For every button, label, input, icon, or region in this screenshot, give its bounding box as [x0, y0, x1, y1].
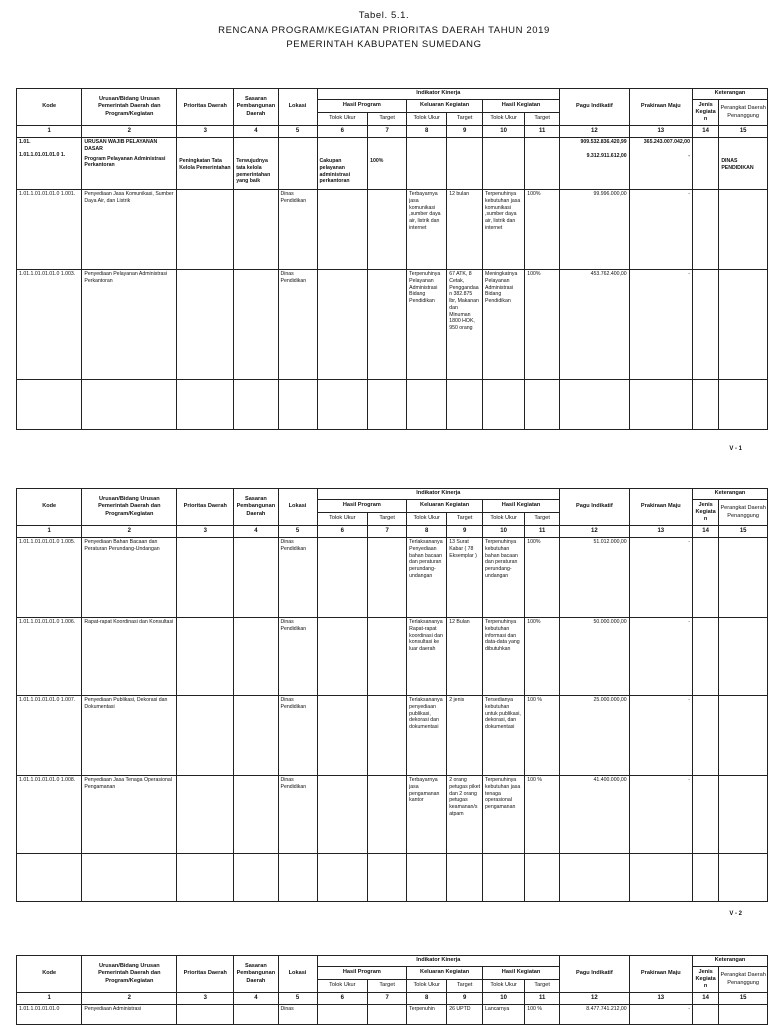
keluaran-target-cell: 26 UPTD — [447, 1005, 483, 1025]
lokasi-cell: Dinas Pendidikan — [278, 538, 317, 618]
lokasi-cell: Dinas Pendidikan — [278, 190, 317, 270]
keluaran-target-cell: 12 Bulan — [447, 618, 483, 696]
header-pagu: Pagu Indikatif — [560, 956, 630, 993]
header-target-program: Target — [368, 513, 407, 526]
pagu-cell: 50.000.000,00 — [560, 618, 630, 696]
hasil-target-cell: 100% — [525, 190, 560, 270]
col-number: 5 — [278, 993, 317, 1005]
col-number: 14 — [692, 526, 718, 538]
keluaran-target-cell: 13 Surat Kabar ( 78 Eksemplar ) — [447, 538, 483, 618]
hasil-target-cell: 100 % — [525, 1005, 560, 1025]
kegiatan-cell: Rapat-rapat Koordinasi dan Konsultasi — [82, 618, 177, 696]
keluaran-target-cell: 2 orang petugas piket dan 2 orang petugas keamanan/satpam — [447, 776, 483, 854]
header-perangkat: Perangkat Daerah Penanggung — [719, 500, 768, 526]
hasil-tolok-cell: Terpenuhinya kebutuhan bahan bacaan dan peraturan perundang-undangan — [483, 538, 525, 618]
prakiraan-cell: - — [629, 538, 692, 618]
program-table-page-3 — [16, 955, 768, 1025]
header-hasil-kegiatan: Hasil Kegiatan — [483, 967, 560, 980]
table-row — [17, 618, 768, 696]
document-title: RENCANA PROGRAM/KEGIATAN PRIORITAS DAERAH TAHUN 2019 — [218, 25, 550, 36]
header-keterangan: Keterangan — [692, 956, 767, 967]
kode-program: 1.01.1.01.01.01.0 1. — [19, 151, 66, 158]
col-number: 13 — [629, 126, 692, 138]
col-number: 13 — [629, 993, 692, 1005]
lokasi-cell: Dinas Pendidikan — [278, 270, 317, 380]
kode-cell: 1.01.1.01.01.01.0 1.006. — [17, 618, 82, 696]
header-prakiraan: Prakiraan Maju — [629, 956, 692, 993]
document-subtitle: PEMERINTAH KABUPATEN SUMEDANG — [286, 39, 482, 50]
empty-row — [17, 854, 768, 902]
col-number: 9 — [447, 526, 483, 538]
header-pagu: Pagu Indikatif — [560, 89, 630, 126]
col-number: 4 — [234, 993, 278, 1005]
header-jenis: Jenis Kegiatan — [692, 967, 718, 993]
col-number: 4 — [234, 126, 278, 138]
header-prioritas: Prioritas Daerah — [177, 489, 234, 526]
header-target-keluaran: Target — [447, 980, 483, 993]
pagu-urusan: 909.532.836.420,99 — [580, 139, 627, 145]
header-keterangan: Keterangan — [692, 489, 767, 500]
col-number: 5 — [278, 126, 317, 138]
kode-cell: 1.01.1.01.01.01.0 1.001. — [17, 190, 82, 270]
header-tolok-hasil: Tolok Ukur — [483, 513, 525, 526]
header-indikator: Indikator Kinerja — [317, 489, 560, 500]
header-tolok-keluaran: Tolok Ukur — [407, 980, 447, 993]
col-number: 10 — [483, 993, 525, 1005]
sasaran-pembangunan: Terwujudnya tata kelola pemerintahan yang baik — [234, 138, 278, 190]
header-sasaran: Sasaran Pembangunan Daerah — [234, 956, 278, 993]
header-tolok-program: Tolok Ukur — [317, 513, 368, 526]
keluaran-tolok-cell: Terlaksananya Penyediaan bahan bacaan dan peraturan perundang-undangan — [407, 538, 447, 618]
table-row — [17, 776, 768, 854]
page-number: V - 2 — [729, 911, 742, 917]
page-number: V - 1 — [729, 446, 742, 452]
header-lokasi: Lokasi — [278, 89, 317, 126]
table-row — [17, 190, 768, 270]
header-keterangan: Keterangan — [692, 89, 767, 100]
header-tolok-program: Tolok Ukur — [317, 113, 368, 126]
pagu-cell: 8.477.741.212,00 — [560, 1005, 630, 1025]
kode-cell: 1.01.1.01.01.01.0 1.005. — [17, 538, 82, 618]
program-table-page-1 — [16, 88, 768, 430]
lokasi-cell: Dinas — [278, 1005, 317, 1025]
pagu-cell: 99.996.000,00 — [560, 190, 630, 270]
table-row — [17, 538, 768, 618]
tolok-ukur-program: Cakupan pelayanan administrasi perkantoran — [317, 138, 368, 190]
header-jenis: Jenis Kegiatan — [692, 100, 718, 126]
header-prioritas: Prioritas Daerah — [177, 956, 234, 993]
header-urusan: Urusan/Bidang Urusan Pemerintah Daerah dan Program/Kegiatan — [82, 89, 177, 126]
header-hasil-kegiatan: Hasil Kegiatan — [483, 100, 560, 113]
pagu-cell: 25.000.000,00 — [560, 696, 630, 776]
program-table-page-2 — [16, 488, 768, 902]
header-hasil-kegiatan: Hasil Kegiatan — [483, 500, 560, 513]
keluaran-tolok-cell: Terlaksananya penyediaan publikasi, dekorasi dan dokumentasi — [407, 696, 447, 776]
col-number: 1 — [17, 993, 82, 1005]
header-prakiraan: Prakiraan Maju — [629, 489, 692, 526]
col-number: 11 — [525, 993, 560, 1005]
kode-cell: 1.01.1.01.01.01.0 — [17, 1005, 82, 1025]
table-row — [17, 270, 768, 380]
prakiraan-cell: - — [629, 190, 692, 270]
kegiatan-cell: Penyediaan Pelayanan Administrasi Perkantoran — [82, 270, 177, 380]
col-number: 3 — [177, 126, 234, 138]
pagu-cell: 453.762.400,00 — [560, 270, 630, 380]
hasil-target-cell: 100 % — [525, 696, 560, 776]
col-number: 8 — [407, 526, 447, 538]
header-tolok-keluaran: Tolok Ukur — [407, 513, 447, 526]
header-urusan: Urusan/Bidang Urusan Pemerintah Daerah dan Program/Kegiatan — [82, 489, 177, 526]
prakiraan-cell: - — [629, 1005, 692, 1025]
col-number: 9 — [447, 126, 483, 138]
table-row — [17, 696, 768, 776]
table-row — [17, 1005, 768, 1025]
hasil-target-cell: 100% — [525, 618, 560, 696]
header-target-program: Target — [368, 113, 407, 126]
lokasi-cell: Dinas Pendidikan — [278, 618, 317, 696]
col-number: 11 — [525, 126, 560, 138]
pagu-cell: 41.400.000,00 — [560, 776, 630, 854]
header-target-keluaran: Target — [447, 513, 483, 526]
keluaran-target-cell: 12 bulan — [447, 190, 483, 270]
col-number: 7 — [368, 126, 407, 138]
header-urusan: Urusan/Bidang Urusan Pemerintah Daerah dan Program/Kegiatan — [82, 956, 177, 993]
program-name: Program Pelayanan Administrasi Perkantoran — [84, 155, 166, 169]
pagu-program: 9.312.911.612,00 — [586, 152, 627, 159]
lokasi-cell: Dinas Pendidikan — [278, 696, 317, 776]
program-row — [17, 138, 768, 190]
hasil-tolok-cell: Tersedianya kebutuhan untuk publikasi, dekorasi, dan dokumentasi — [483, 696, 525, 776]
col-number: 14 — [692, 993, 718, 1005]
prakiraan-urusan: 365.243.007.042,00 — [643, 139, 690, 145]
col-number: 12 — [560, 126, 630, 138]
col-number: 11 — [525, 526, 560, 538]
col-number: 1 — [17, 126, 82, 138]
header-tolok-keluaran: Tolok Ukur — [407, 113, 447, 126]
col-number: 8 — [407, 126, 447, 138]
header-pagu: Pagu Indikatif — [560, 489, 630, 526]
kegiatan-cell: Penyediaan Jasa Komunikasi, Sumber Daya Air, dan Listrik — [82, 190, 177, 270]
col-number: 15 — [719, 126, 768, 138]
header-kode: Kode — [17, 956, 82, 993]
header-sasaran: Sasaran Pembangunan Daerah — [234, 489, 278, 526]
kegiatan-cell: Penyediaan Bahan Bacaan dan Peraturan Perundang-Undangan — [82, 538, 177, 618]
lokasi-cell: Dinas Pendidikan — [278, 776, 317, 854]
header-jenis: Jenis Kegiatan — [692, 500, 718, 526]
keluaran-tolok-cell: Terbayarnya jasa komunikasi ,sumber daya air, listrik dan internet — [407, 190, 447, 270]
header-prakiraan: Prakiraan Maju — [629, 89, 692, 126]
header-prioritas: Prioritas Daerah — [177, 89, 234, 126]
keluaran-tolok-cell: Terpenuhin — [407, 1005, 447, 1025]
col-number: 1 — [17, 526, 82, 538]
header-target-hasil: Target — [525, 513, 560, 526]
header-tolok-program: Tolok Ukur — [317, 980, 368, 993]
hasil-target-cell: 100 % — [525, 776, 560, 854]
col-number: 9 — [447, 993, 483, 1005]
urusan-name: URUSAN WAJIB PELAYANAN DASAR — [84, 139, 158, 152]
header-target-program: Target — [368, 980, 407, 993]
col-number: 13 — [629, 526, 692, 538]
kegiatan-cell: Penyediaan Administrasi — [82, 1005, 177, 1025]
perangkat-daerah: DINAS PENDIDIKAN — [719, 138, 768, 190]
header-tolok-hasil: Tolok Ukur — [483, 980, 525, 993]
header-keluaran: Keluaran Kegiatan — [407, 100, 483, 113]
prakiraan-cell: - — [629, 270, 692, 380]
hasil-tolok-cell: Lancarnya — [483, 1005, 525, 1025]
header-target-hasil: Target — [525, 980, 560, 993]
header-hasil-program: Hasil Program — [317, 967, 407, 980]
col-number: 6 — [317, 526, 368, 538]
col-number: 12 — [560, 993, 630, 1005]
header-hasil-program: Hasil Program — [317, 100, 407, 113]
col-number: 7 — [368, 526, 407, 538]
col-number: 15 — [719, 993, 768, 1005]
col-number: 15 — [719, 526, 768, 538]
kode-cell: 1.01.1.01.01.01.0 1.007. — [17, 696, 82, 776]
col-number: 7 — [368, 993, 407, 1005]
header-perangkat: Perangkat Daerah Penanggung — [719, 967, 768, 993]
prioritas-daerah: Peningkatan Tata Kelola Pemerintahan — [177, 138, 234, 190]
col-number: 12 — [560, 526, 630, 538]
col-number: 3 — [177, 993, 234, 1005]
header-lokasi: Lokasi — [278, 489, 317, 526]
keluaran-target-cell: 2 jenis — [447, 696, 483, 776]
header-target-keluaran: Target — [447, 113, 483, 126]
col-number: 10 — [483, 526, 525, 538]
header-kode: Kode — [17, 89, 82, 126]
header-tolok-hasil: Tolok Ukur — [483, 113, 525, 126]
kode-cell: 1.01.1.01.01.01.0 1.003. — [17, 270, 82, 380]
hasil-target-cell: 100% — [525, 270, 560, 380]
prakiraan-cell: - — [629, 618, 692, 696]
col-number: 6 — [317, 126, 368, 138]
col-number: 8 — [407, 993, 447, 1005]
col-number: 2 — [82, 526, 177, 538]
kode-cell: 1.01.1.01.01.01.0 1.008. — [17, 776, 82, 854]
col-number: 6 — [317, 993, 368, 1005]
kegiatan-cell: Penyediaan Publikasi, Dekorasi dan Dokumentasi — [82, 696, 177, 776]
header-lokasi: Lokasi — [278, 956, 317, 993]
hasil-tolok-cell: Terpenuhinya kebutuhan jasa komunikasi ,sumber daya air, listrik dan internet — [483, 190, 525, 270]
header-perangkat: Perangkat Daerah Penanggung — [719, 100, 768, 126]
hasil-target-cell: 100% — [525, 538, 560, 618]
col-number: 14 — [692, 126, 718, 138]
keluaran-target-cell: 67 ATK, 8 Cetak, Penggandaan 382.875 lbr, Makanan dan Minuman 1800 HOK, 950 orang — [447, 270, 483, 380]
keluaran-tolok-cell: Terlaksananya Rapat-rapat koordinasi dan konsultasi ke luar daerah — [407, 618, 447, 696]
target-program: 100% — [368, 138, 407, 190]
hasil-tolok-cell: Meningkatnya Pelayanan Administrasi Bidang Pendidikan — [483, 270, 525, 380]
col-number: 10 — [483, 126, 525, 138]
hasil-tolok-cell: Terpenuhinya kebutuhan informasi dan data-data yang dibutuhkan — [483, 618, 525, 696]
keluaran-tolok-cell: Terpenuhinya Pelayanan Administrasi Bidang Pendidikan — [407, 270, 447, 380]
header-kode: Kode — [17, 489, 82, 526]
header-target-hasil: Target — [525, 113, 560, 126]
col-number: 3 — [177, 526, 234, 538]
col-number: 2 — [82, 126, 177, 138]
kode-urusan: 1.01. — [19, 139, 31, 145]
table-caption: Tabel. 5.1. — [358, 10, 410, 21]
prakiraan-program: - — [688, 152, 690, 159]
header-sasaran: Sasaran Pembangunan Daerah — [234, 89, 278, 126]
pagu-cell: 51.012.000,00 — [560, 538, 630, 618]
header-keluaran: Keluaran Kegiatan — [407, 500, 483, 513]
col-number: 4 — [234, 526, 278, 538]
header-indikator: Indikator Kinerja — [317, 956, 560, 967]
kegiatan-cell: Penyediaan Jasa Tenaga Operasional Pengamanan — [82, 776, 177, 854]
keluaran-tolok-cell: Terbayarnya jasa pengamanan kantor — [407, 776, 447, 854]
header-indikator: Indikator Kinerja — [317, 89, 560, 100]
col-number: 2 — [82, 993, 177, 1005]
hasil-tolok-cell: Terpenuhinya kebutuhan jasa tenaga operasional pengamanan — [483, 776, 525, 854]
prakiraan-cell: - — [629, 696, 692, 776]
col-number: 5 — [278, 526, 317, 538]
header-hasil-program: Hasil Program — [317, 500, 407, 513]
prakiraan-cell: - — [629, 776, 692, 854]
header-keluaran: Keluaran Kegiatan — [407, 967, 483, 980]
empty-row — [17, 380, 768, 430]
